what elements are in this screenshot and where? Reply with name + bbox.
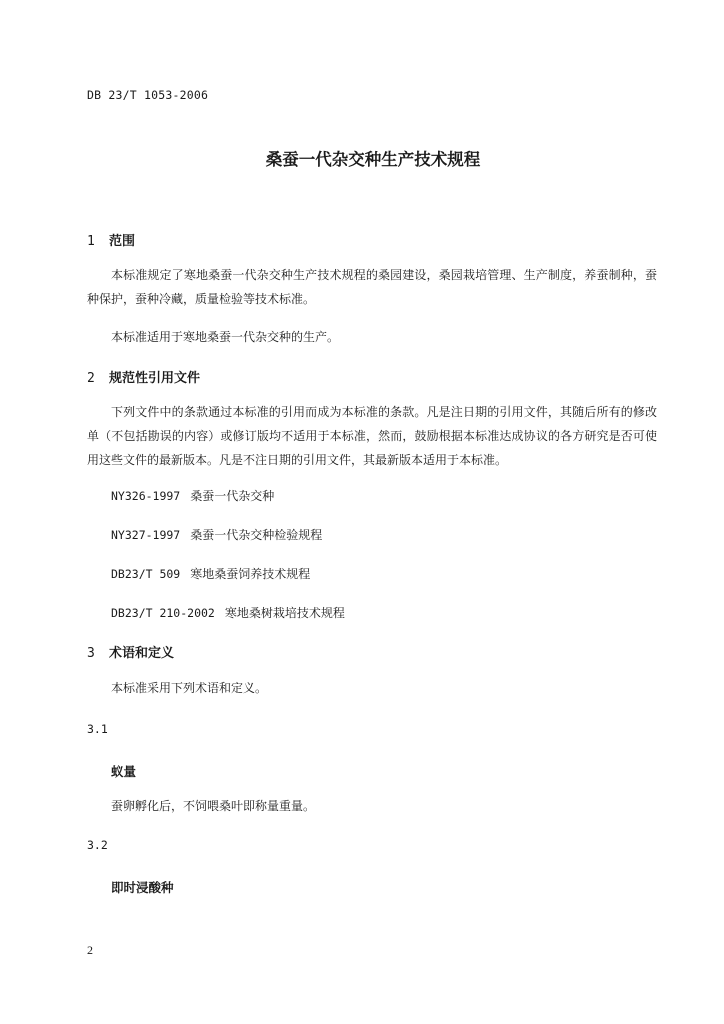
reference-item [111,487,274,504]
section-3-number: 3 [87,646,95,661]
section-3-title: 术语和定义 [109,646,175,661]
reference-code: NY327-1997 [111,528,181,542]
standard-code-header: DB 23/T 1053-2006 [87,88,209,102]
section-3-intro: 本标准采用下列术语和定义。 [111,681,268,695]
clause-number: 3.1 [87,722,108,736]
reference-name: 桑蚕一代杂交种检验规程 [190,528,323,542]
reference-code: NY326-1997 [111,489,181,503]
document-title: 桑蚕一代杂交种生产技术规程 [265,150,481,169]
section-1-paragraph-2: 本标准适用于寒地桑蚕一代杂交种的生产。 [111,330,340,344]
clause-number: 3.2 [87,838,108,852]
section-3-heading [87,642,174,661]
term-heading: 即时浸酸种 [111,880,174,895]
reference-item [111,526,322,543]
section-1-title: 范围 [109,234,136,249]
reference-name: 寒地桑蚕饲养技术规程 [190,567,311,581]
section-1-number: 1 [87,234,95,249]
reference-code: DB23/T 509 [111,567,181,581]
term-definition: 蚕卵孵化后，不饲喂桑叶即称量重量。 [111,799,316,813]
term-heading: 蚁量 [111,764,137,779]
section-2-title: 规范性引用文件 [109,371,201,386]
reference-item [111,565,310,582]
reference-code: DB23/T 210-2002 [111,606,215,620]
reference-name: 寒地桑树栽培技术规程 [224,606,345,620]
section-2-number: 2 [87,371,95,386]
section-1-heading [87,230,135,249]
section-2-heading [87,367,200,386]
reference-name: 桑蚕一代杂交种 [190,489,275,503]
section-2-paragraph: 下列文件中的条款通过本标准的引用而成为本标准的条款。凡是注日期的引用文件，其随后所有的修改单（不包括勘误的内容）或修订版均不适用于本标准，然而，鼓励根据本标准达成协议的各方研究是否可使用这些文件的最新版本。凡是不注日期的引用文件，其最新版本适用于本标准。 [87,405,657,467]
reference-item [111,604,345,621]
section-1-paragraph-1: 本标准规定了寒地桑蚕一代杂交种生产技术规程的桑园建设，桑园栽培管理、生产制度，养蚕制种，蚕种保护，蚕种冷藏，质量检验等技术标准。 [87,268,657,306]
page-number: 2 [87,943,93,957]
